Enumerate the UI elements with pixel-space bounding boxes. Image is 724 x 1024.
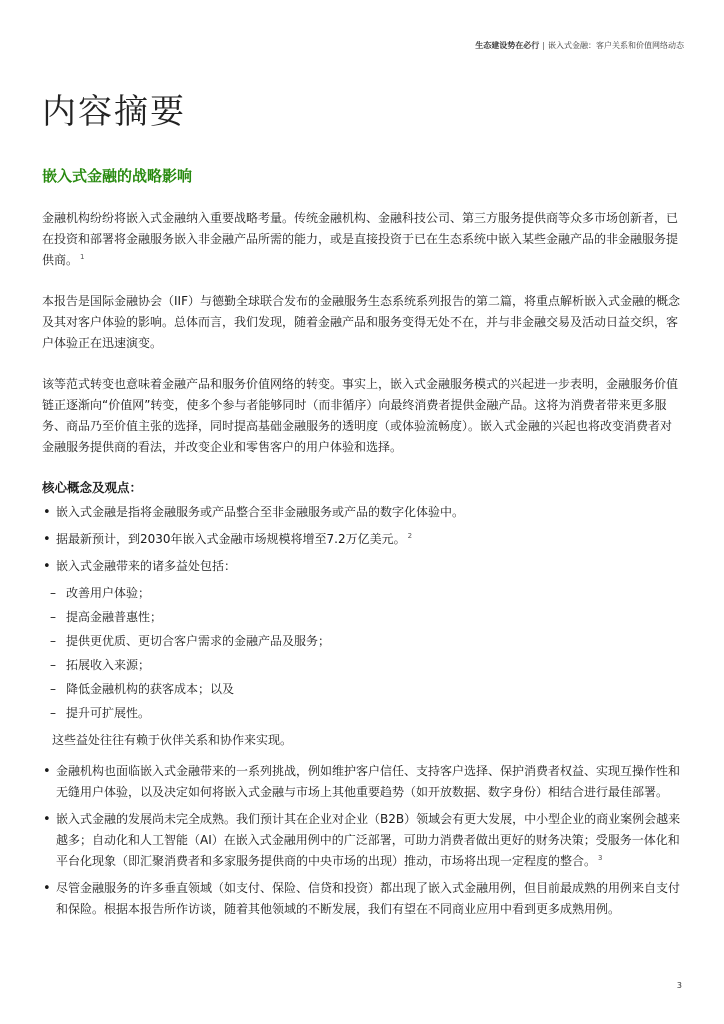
bullet-text: 金融机构也面临嵌入式金融带来的一系列挑战，例如维护客户信任、支持客户选择、保护消费者权益、实现互操作性和无缝用户体验，以及决定如何将嵌入式金融与市场上其他重要趋势（如开放数据、数字身份）相结合进行最佳部署。 (56, 764, 681, 799)
bullet-text: 据最新预计，到2030年嵌入式金融市场规模将增至7.2万亿美元。 (56, 532, 406, 546)
bullet-item (42, 502, 682, 523)
bullet-icon: • (43, 505, 51, 520)
benefit-item (50, 607, 682, 628)
bullet-icon: • (43, 764, 51, 779)
page-number: 3 (676, 981, 682, 990)
bullet-item (42, 809, 682, 872)
bullet-item (42, 529, 682, 550)
header-subtitle: 嵌入式金融：客户关系和价值网络动态 (548, 41, 684, 50)
bullet-item (42, 878, 682, 920)
bullet-icon: • (43, 532, 51, 547)
key-concepts-heading: 核心概念及观点： (42, 480, 143, 495)
bullet-item (42, 761, 682, 803)
bullet-text: 嵌入式金融是指将金融服务或产品整合至非金融服务或产品的数字化体验中。 (56, 505, 465, 519)
bullet-icon: • (43, 559, 51, 574)
dash-icon: – (50, 658, 56, 672)
benefit-text: 拓展收入来源； (66, 658, 151, 672)
footnote-ref[interactable]: 1 (80, 253, 85, 261)
benefits-note: 这些益处往往有赖于伙伴关系和协作来实现。 (52, 733, 293, 747)
paragraph-text: 金融机构纷纷将嵌入式金融纳入重要战略考量。传统金融机构、金融科技公司、第三方服务提供商等众多市场创新者，已在投资和部署将金融服务嵌入非金融产品所需的能力，或是直接投资于已在生态系统中嵌入某些金融产品的非金融服务提供商。 (42, 211, 679, 267)
benefit-text: 提高金融普惠性； (66, 610, 163, 624)
page-title: 内容摘要 (42, 92, 186, 132)
header-separator: | (542, 41, 545, 50)
footnote-ref[interactable]: 2 (407, 532, 413, 540)
benefit-item (50, 631, 682, 652)
dash-icon: – (50, 634, 56, 648)
paragraph-1 (42, 208, 682, 271)
bullet-text: 尽管金融服务的许多垂直领域（如支付、保险、信贷和投资）都出现了嵌入式金融用例，但目前最成熟的用例来自支付和保险。根据本报告所作访谈，随着其他领域的不断发展，我们有望在不同商业应用中看到更多成熟用例。 (56, 881, 681, 916)
benefit-text: 提供更优质、更切合客户需求的金融产品及服务； (66, 634, 331, 648)
benefits-list (42, 583, 682, 724)
paragraph-2: 本报告是国际金融协会（IIF）与德勤全球联合发布的金融服务生态系统系列报告的第二篇，将重点解析嵌入式金融的概念及其对客户体验的影响。总体而言，我们发现，随着金融产品和服务变得无处不在，并与非金融交易及活动日益交织，客户体验正在迅速演变。 (42, 294, 680, 350)
section-heading: 嵌入式金融的战略影响 (42, 167, 193, 185)
dash-icon: – (50, 706, 56, 720)
bullet-text: 嵌入式金融带来的诸多益处包括： (56, 559, 237, 573)
benefit-item (50, 703, 682, 724)
dash-icon: – (50, 682, 56, 696)
bullet-icon: • (43, 881, 51, 896)
bullet-icon: • (43, 812, 51, 827)
running-header (475, 40, 684, 51)
benefit-item (50, 583, 682, 604)
dash-icon: – (50, 586, 56, 600)
benefit-text: 提升可扩展性。 (66, 706, 151, 720)
benefit-text: 改善用户体验； (66, 586, 151, 600)
paragraph-3: 该等范式转变也意味着金融产品和服务价值网络的转变。事实上，嵌入式金融服务模式的兴起进一步表明，金融服务价值链正逐渐向“价值网”转变，使多个参与者能够同时（而非循序）向最终消费者提供金融产品。这将为消费者带来更多服务、商品乃至价值主张的选择，同时提高基础金融服务的透明度（或体验流畅度）。嵌入式金融的兴起也将改变消费者对金融服务提供商的看法，并改变企业和零售客户的用户体验和选择。 (42, 377, 679, 454)
benefit-item (50, 679, 682, 700)
benefit-item (50, 655, 682, 676)
main-content (42, 164, 682, 926)
benefit-text: 降低金融机构的获客成本；以及 (66, 682, 235, 696)
bullet-text: 嵌入式金融的发展尚未完全成熟。我们预计其在企业对企业（B2B）领域会有更大发展，中小型企业的商业案例会越来越多；自动化和人工智能（AI）在嵌入式金融用例中的广泛部署，可助力消费者做出更好的财务决策；受服务一体化和平台化现象（即汇聚消费者和多家服务提供商的中央市场的出现）推动，市场将出现一定程度的整合。 (56, 812, 681, 868)
dash-icon: – (50, 610, 56, 624)
bullet-item (42, 556, 682, 577)
footnote-ref[interactable]: 3 (598, 854, 603, 862)
header-series: 生态建设势在必行 (475, 41, 540, 50)
